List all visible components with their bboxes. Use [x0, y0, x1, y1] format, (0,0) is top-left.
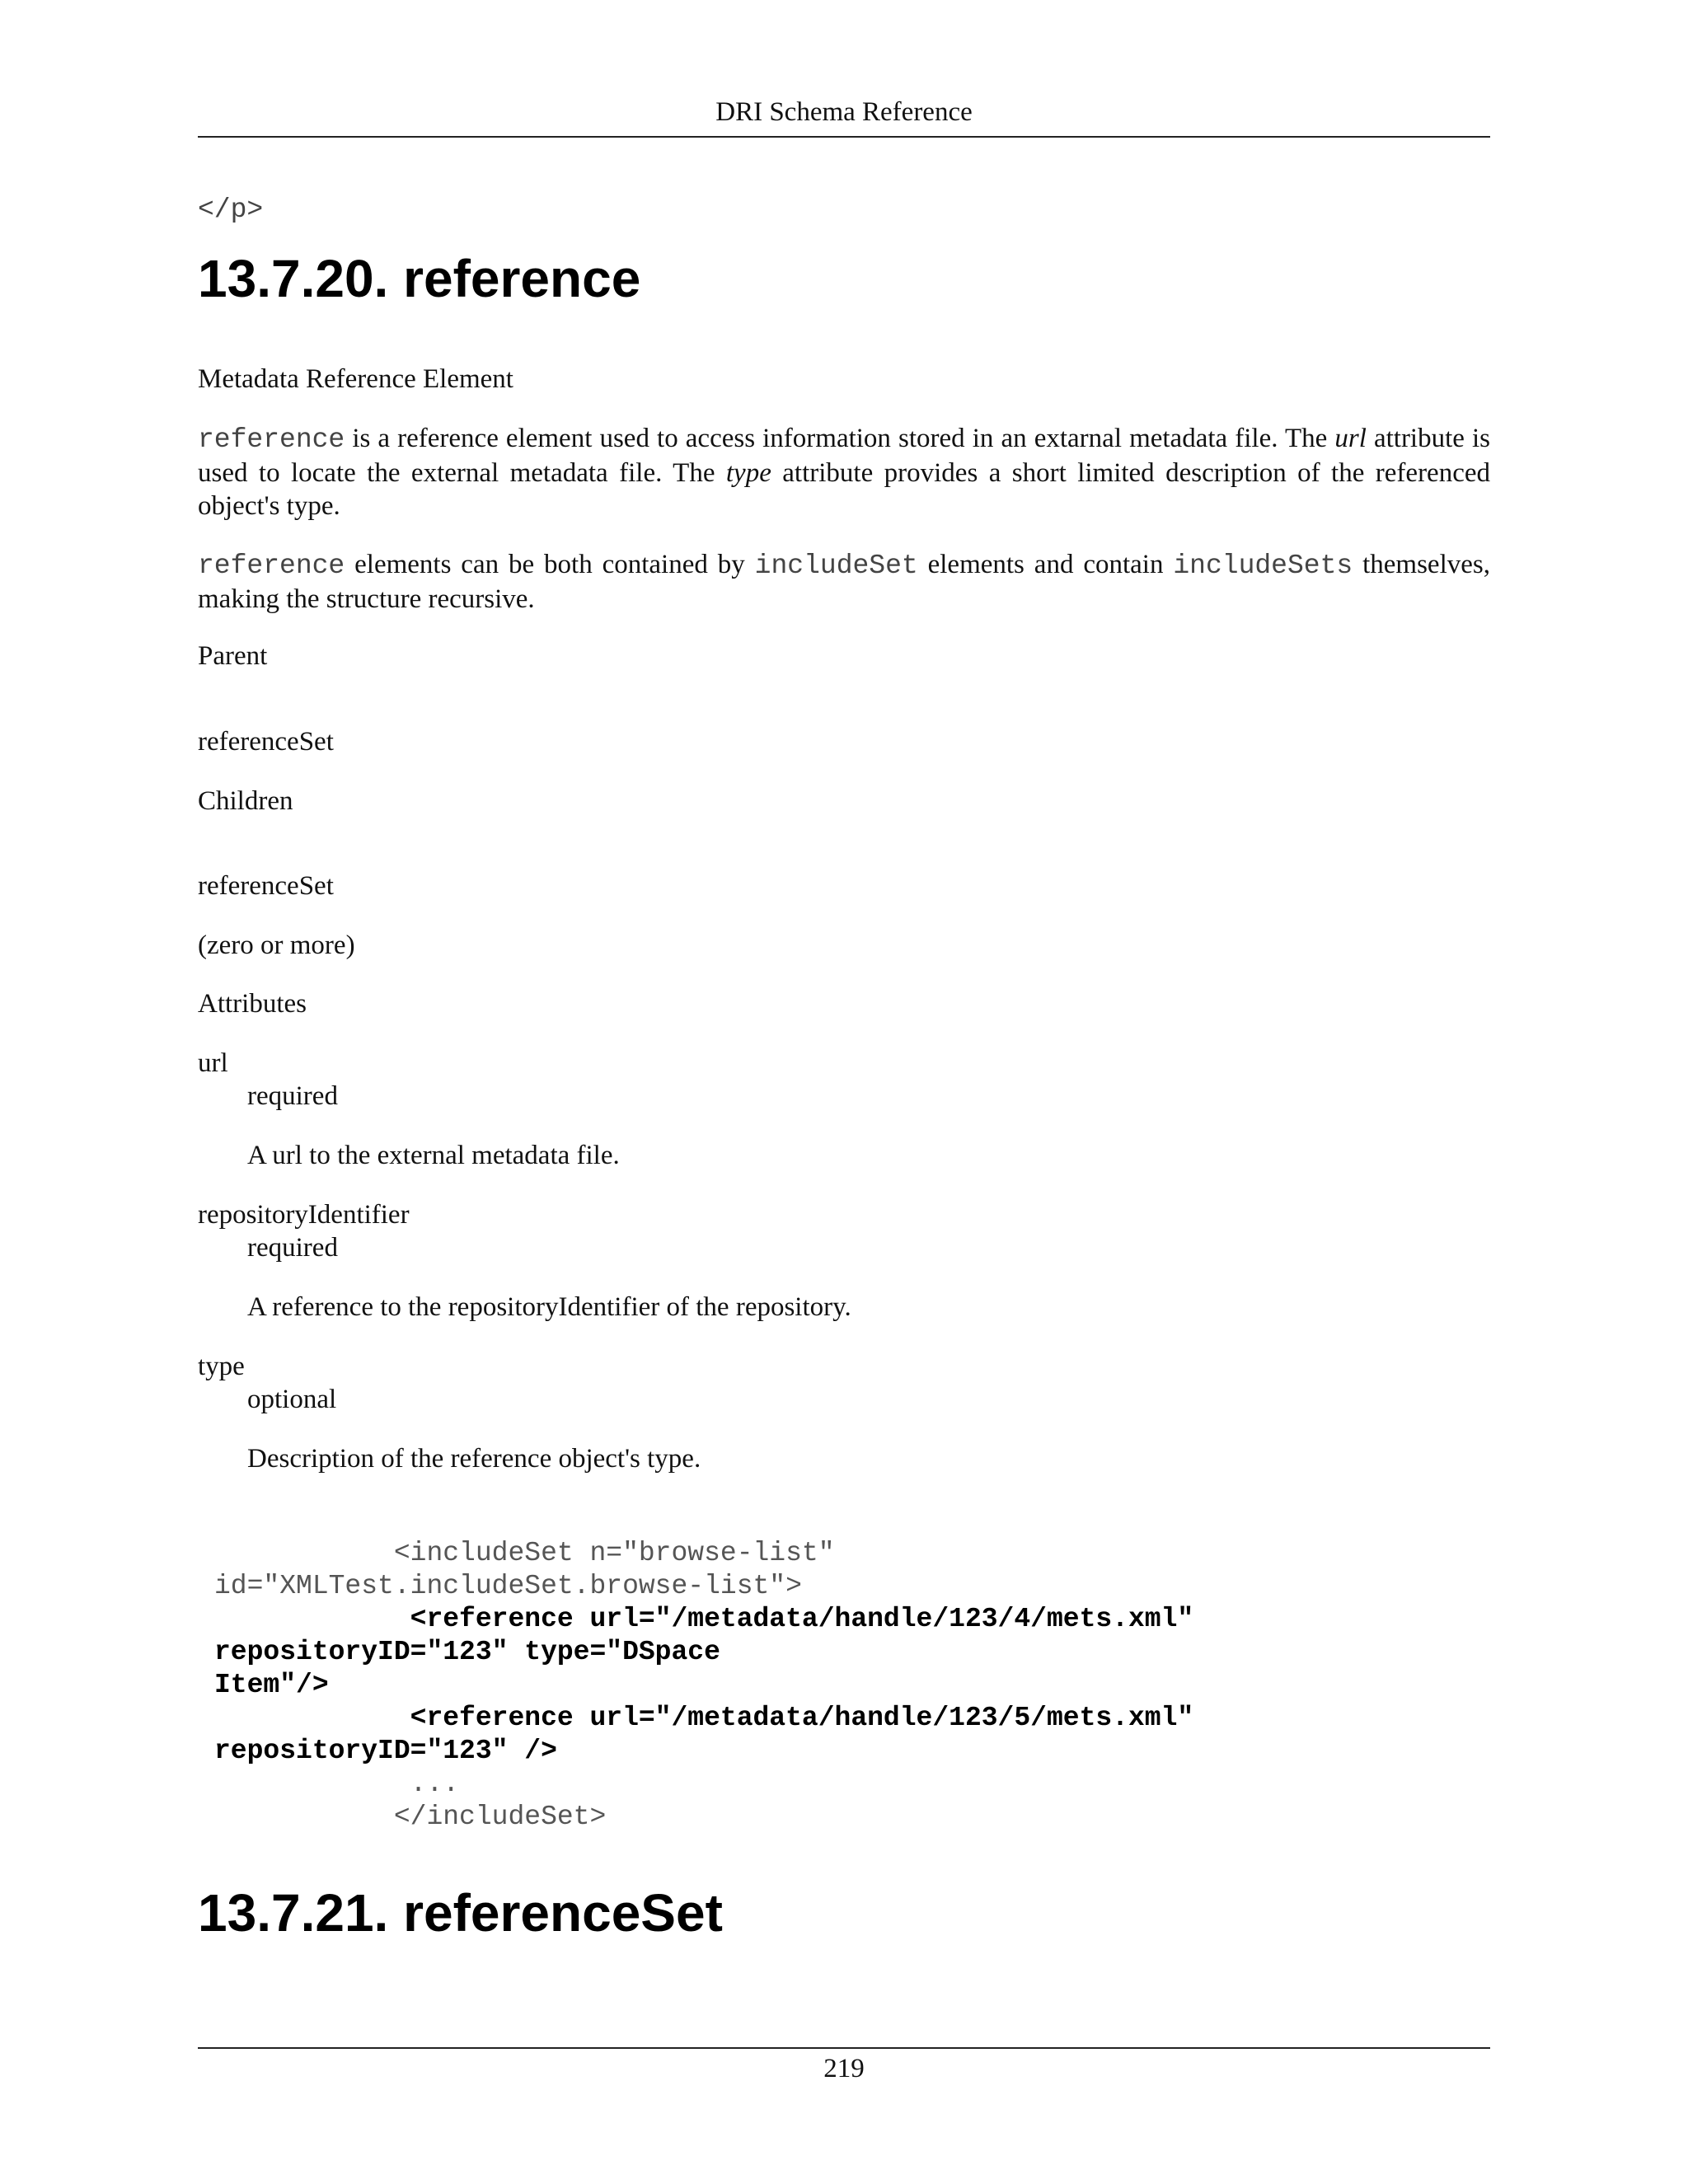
- closing-p-tag: </p>: [198, 194, 264, 225]
- code-line: </includeSet>: [214, 1802, 607, 1832]
- attribute-status-url: required: [247, 1081, 338, 1111]
- code-line-bold: repositoryID="123" type="DSpace: [214, 1637, 720, 1667]
- code-line-bold: <reference url="/metadata/handle/123/5/mets.xml": [214, 1703, 1194, 1733]
- running-header: DRI Schema Reference: [715, 97, 973, 127]
- description-paragraph-1: [198, 422, 1490, 523]
- code-line: ...: [214, 1769, 460, 1799]
- children-note: (zero or more): [198, 930, 355, 960]
- description-paragraph-2: [198, 548, 1490, 616]
- code-line: <includeSet n="browse-list": [214, 1538, 835, 1568]
- parent-label: Parent: [198, 641, 268, 671]
- element-subtitle: Metadata Reference Element: [198, 364, 513, 394]
- attributes-label: Attributes: [198, 989, 307, 1019]
- attribute-status-repositoryIdentifier: required: [247, 1233, 338, 1263]
- attribute-name-repositoryIdentifier: repositoryIdentifier: [198, 1200, 410, 1230]
- code-includeSet: includeSet: [754, 551, 918, 581]
- section-heading-reference: 13.7.20. reference: [198, 249, 641, 308]
- code-line-bold: repositoryID="123" />: [214, 1736, 557, 1766]
- code-reference: reference: [198, 424, 345, 455]
- para2-text-3: themselves, making the structure recursive.: [198, 550, 1490, 614]
- parent-value: referenceSet: [198, 727, 334, 757]
- code-line-bold: <reference url="/metadata/handle/123/4/mets.xml": [214, 1604, 1194, 1634]
- emphasis-type: type: [725, 458, 771, 488]
- attribute-name-url: url: [198, 1048, 228, 1078]
- page-number: 219: [823, 2054, 865, 2083]
- section-heading-referenceSet: 13.7.21. referenceSet: [198, 1883, 723, 1943]
- code-line-bold: Item"/>: [214, 1670, 329, 1700]
- attribute-status-type: optional: [247, 1385, 337, 1414]
- attribute-description-repositoryIdentifier: A reference to the repositoryIdentifier of the repository.: [247, 1292, 851, 1322]
- children-label: Children: [198, 786, 293, 816]
- attribute-name-type: type: [198, 1352, 245, 1381]
- example-code-block: [214, 1537, 1193, 1834]
- code-reference: reference: [198, 551, 345, 581]
- attribute-description-type: Description of the reference object's type.: [247, 1444, 701, 1474]
- para2-text-2: elements and contain: [917, 550, 1174, 579]
- code-line: id="XMLTest.includeSet.browse-list">: [214, 1571, 802, 1601]
- para1-text-2: attribute is used to locate the external metadata file. The: [198, 424, 1491, 488]
- para2-text-1: elements can be both contained by: [345, 550, 755, 579]
- para1-text-3: attribute provides a short limited description of the referenced object's type.: [198, 458, 1490, 521]
- code-includeSets: includeSets: [1173, 551, 1353, 581]
- children-value: referenceSet: [198, 871, 334, 901]
- footer-rule: [198, 2047, 1490, 2049]
- attribute-description-url: A url to the external metadata file.: [247, 1141, 620, 1170]
- emphasis-url: url: [1334, 424, 1367, 453]
- para1-text-1: is a reference element used to access information stored in an extarnal metadata file. The: [345, 424, 1335, 453]
- header-rule: [198, 136, 1490, 138]
